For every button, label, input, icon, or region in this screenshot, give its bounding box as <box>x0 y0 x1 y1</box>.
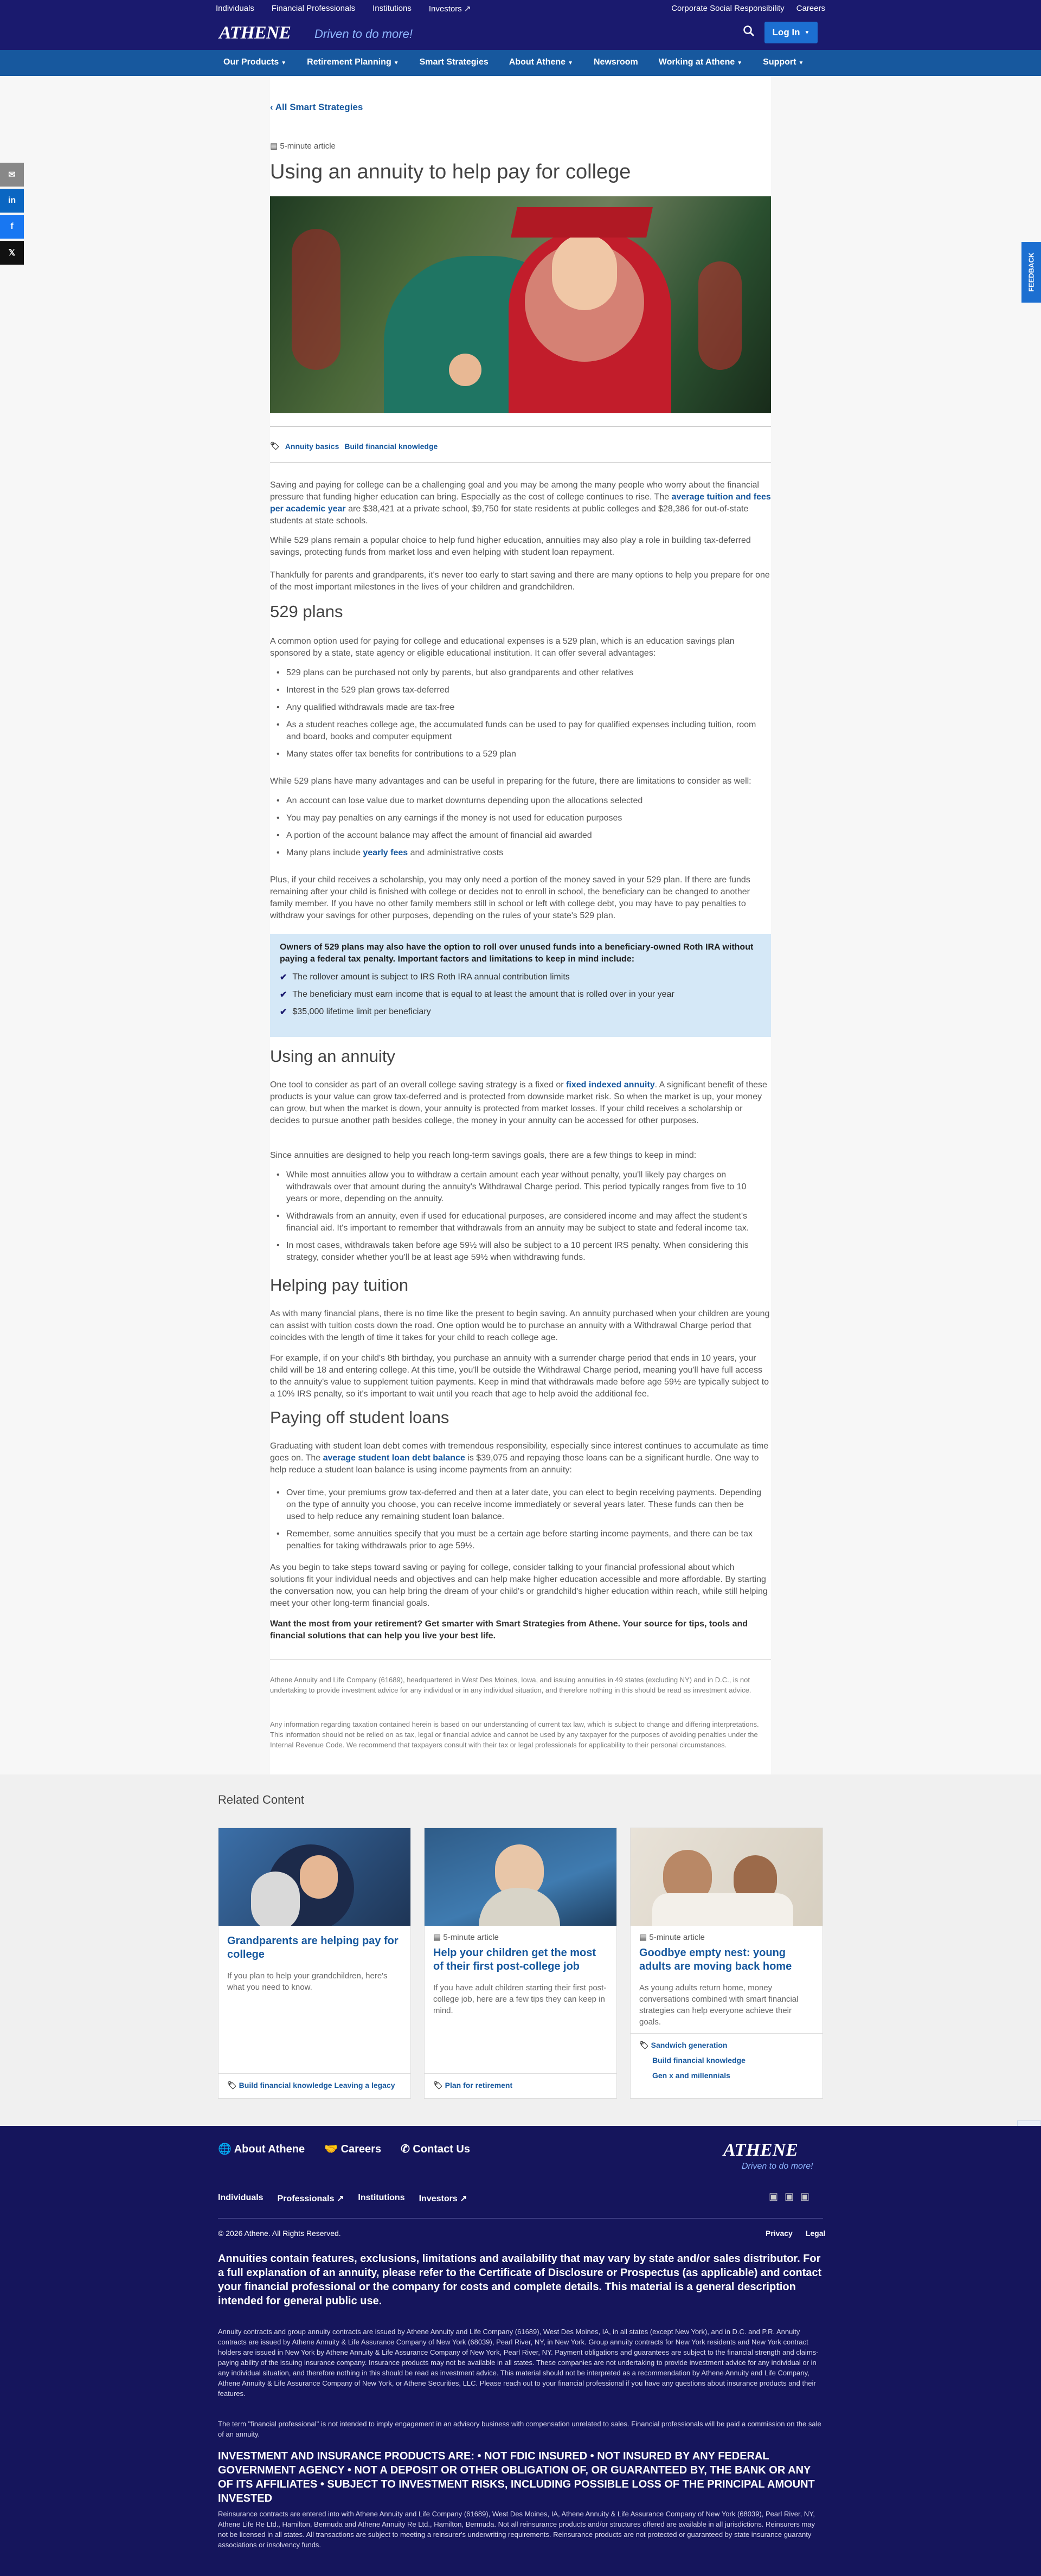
list-item: • While most annuities allow you to withdraw a certain amount each year without penalty, you'll likely pay charges on withdrawals over that amount during the annuity's Withdrawal Charge period. This period typically ranges from five to 10 years or more, depending on the annuity. <box>286 1169 763 1205</box>
list-item: • A portion of the account balance may affect the amount of financial aid awarded <box>286 830 763 842</box>
divider <box>270 426 771 427</box>
share-email-button[interactable] <box>0 163 24 187</box>
legal-link[interactable]: Legal <box>805 2229 826 2238</box>
fixed-indexed-annuity-link[interactable]: fixed indexed annuity <box>566 1080 655 1090</box>
paragraph: A common option used for paying for college and educational expenses is a 529 plan, which is an education savings plan sponsored by a state, state agency or eligible educational institution. It can offer several advantages: <box>270 637 735 658</box>
card-tag[interactable]: Gen x and millennials <box>652 2071 730 2080</box>
disclaimer: Athene Annuity and Life Company (61689), headquartered in West Des Moines, Iowa, and issuing annuities in 49 states (excluding NY) and in D.C., is not undertaking to provide investment advice for any individual or in any individual situation, and therefore nothing in this should be read as investment advice. <box>270 1676 751 1694</box>
linkedin-icon[interactable]: ▣ <box>785 2191 794 2202</box>
utility-link-investors[interactable]: Investors ↗ <box>428 4 471 14</box>
disclosure-warning: INVESTMENT AND INSURANCE PRODUCTS ARE: • NOT FDIC INSURED • NOT INSURED BY ANY FEDERAL GOVERNMENT AGENCY • NOT A DEPOSIT OR OTHER OBLIGATION OF, OR GUARANTEED BY, THE BANK OR ANY OF ITS AFFILIATES • SUBJECT TO INVESTMENT RISKS, INCLUDING POSSIBLE LOSS OF THE PRINCIPAL AMOUNT INVESTED <box>218 2450 815 2504</box>
list-item: • Interest in the 529 plan grows tax-deferred <box>286 684 763 696</box>
utility-link-individuals[interactable]: Individuals <box>216 4 254 17</box>
card-description: As young adults return home, money conversations combined with smart financial strategies can help everyone achieve their goals. <box>639 1983 799 2027</box>
intro-paragraph: Saving and paying for college can be a challenging goal and you may be among the many people who worry about the financial pressure that funding higher education can bring. Especially as the cost of college continues to rise. The average tuition and fees per academic year are $38,421 at a private school, $9,750 for state residents at public colleges and $28,386 for out-of-state students at state schools. <box>270 480 771 526</box>
footer-contact-link[interactable]: ✆ Contact Us <box>401 2143 470 2155</box>
tag-annuity-basics[interactable]: Annuity basics <box>285 441 339 451</box>
social-links <box>769 2191 809 2202</box>
utility-bar <box>0 0 1041 15</box>
utility-link-financial-professionals[interactable]: Financial Professionals <box>271 4 356 13</box>
paragraph: One tool to consider as part of an overall college saving strategy is a fixed or fixed indexed annuity. A significant benefit of these products is your value can grow tax-deferred and is protected from downside market risk. So when the market is up, your money can grow, but when the market is down, your annuity is protected from market losses. If your child receives a scholarship or decides to pursue another path besides college, the money in your annuity can be accessed for other purposes. <box>270 1080 767 1125</box>
article-icon: ▤ <box>270 142 278 151</box>
footer-institutions-link[interactable]: Institutions <box>358 2193 405 2202</box>
roth-ira-callout <box>270 934 771 1037</box>
callout-item: ✔ The beneficiary must earn income that is equal to at least the amount that is rolled over in your year <box>280 990 674 999</box>
card-description: If you plan to help your grandchildren, here's what you need to know. <box>227 1971 388 1992</box>
handshake-icon: 🤝 <box>324 2143 338 2155</box>
main-nav <box>0 50 1041 76</box>
footer-professionals-link[interactable]: Professionals ↗ <box>277 2194 344 2203</box>
student-loan-debt-link[interactable]: average student loan debt balance <box>323 1453 465 1463</box>
callout-item: ✔ The rollover amount is subject to IRS Roth IRA annual contribution limits <box>280 972 570 982</box>
youtube-icon[interactable]: ▣ <box>800 2191 810 2202</box>
chevron-down-icon: ▼ <box>281 60 287 66</box>
external-link-icon: ↗ <box>460 2194 467 2203</box>
chevron-left-icon: ‹ <box>270 102 273 112</box>
divider <box>270 1659 771 1660</box>
copyright: © 2026 Athene. All Rights Reserved. <box>218 2229 341 2238</box>
chevron-down-icon: ▼ <box>798 60 804 66</box>
card-image <box>219 1828 410 1926</box>
feedback-tab[interactable]: FEEDBACK <box>1021 242 1041 303</box>
paragraph: As you begin to take steps toward saving or paying for college, consider talking to your financial professional about which solutions fit your individual needs and objectives and can help make higher education accessible and more affordable. By starting the conversation now, you can help bring the dream of your child's or grandchild's higher education within reach, while still helping meet your other long-term financial goals. <box>270 1563 768 1608</box>
nav-smart-strategies[interactable]: Smart Strategies <box>419 57 489 67</box>
search-icon <box>743 25 755 37</box>
limitations-list <box>286 795 763 864</box>
card-tags[interactable]: 🏷 Build financial knowledge Leaving a legacy <box>227 2081 395 2090</box>
footer-careers-link[interactable]: 🤝 Careers <box>324 2143 382 2155</box>
footer-investors-link[interactable]: Investors ↗ <box>419 2194 467 2203</box>
list-item: • In most cases, withdrawals taken before age 59½ will also be subject to a 10 percent IRS penalty. When considering this strategy, consider whether you'll be at least age 59½ when withdrawing funds. <box>286 1240 763 1264</box>
checkmark-icon: ✔ <box>280 1008 287 1017</box>
list-item: • You may pay penalties on any earnings if the money is not used for education purposes <box>286 812 763 824</box>
share-facebook-button[interactable] <box>0 215 24 239</box>
email-icon: ✉ <box>8 170 16 180</box>
divider <box>218 2218 823 2219</box>
external-link-icon: ↗ <box>336 2194 344 2203</box>
related-content <box>0 1774 1041 2126</box>
read-time: ▤ 5-minute article <box>270 142 336 151</box>
utility-link-careers[interactable]: Careers <box>796 4 825 13</box>
paragraph: As with many financial plans, there is no time like the present to begin saving. An annuity purchased when your children are young can assist with tuition costs down the road. One option would be to purchase an annuity with a Withdrawal Charge period that coincides with the length of time it takes for your child to reach college age. <box>270 1309 770 1342</box>
list-item: • Remember, some annuities specify that you must be a certain age before starting income payments, and there can be tax penalties for taking withdrawals prior to age 59½. <box>286 1528 763 1552</box>
linkedin-icon: in <box>8 196 16 205</box>
share-linkedin-button[interactable] <box>0 189 24 213</box>
callout-item: ✔ $35,000 lifetime limit per beneficiary <box>280 1007 431 1017</box>
tag-icon: 🏷 <box>639 2041 649 2049</box>
checkmark-icon: ✔ <box>280 973 287 982</box>
footer-tagline: Driven to do more! <box>742 2162 813 2171</box>
external-link-icon: ↗ <box>464 4 471 14</box>
paragraph: For example, if on your child's 8th birthday, you purchase an annuity with a surrender charge period that ends in 10 years, your child will be 18 and entering college. At this time, you'll be outside the Withdrawal Charge period, meaning you'll have full access to the annuity's value to supplement tuition payments. Keep in mind that withdrawals made before age 59½ are typically subject to a 10% IRS penalty, so it's important to wait until you reach that age to help avoid the additional fee. <box>270 1354 769 1399</box>
nav-about-athene[interactable]: About Athene ▼ <box>509 57 573 67</box>
footer-audience-links <box>218 2193 467 2204</box>
nav-our-products[interactable]: Our Products ▼ <box>223 57 287 67</box>
card-title[interactable]: Goodbye empty nest: young adults are moving back home <box>639 1947 792 1972</box>
disclosure-text: The term "financial professional" is not intended to imply engagement in an advisory business with compensation unrelated to sales. Financial professionals will be paid a commission on the sale of an annuity. <box>218 2420 821 2438</box>
utility-link-csr[interactable]: Corporate Social Responsibility <box>671 4 785 13</box>
annuity-list <box>286 1169 763 1269</box>
article-icon: ▤ <box>433 1933 441 1942</box>
chevron-down-icon: ▼ <box>393 60 399 66</box>
site-header <box>0 15 1041 50</box>
section-heading-annuity: Using an annuity <box>270 1047 395 1066</box>
list-item: • An account can lose value due to market downturns depending upon the allocations selected <box>286 795 763 807</box>
tag-icon: 🏷 <box>270 441 280 450</box>
related-card[interactable] <box>630 1828 823 2099</box>
card-title[interactable]: Help your children get the most of their first post-college job <box>433 1947 596 1972</box>
list-item: • 529 plans can be purchased not only by parents, but also grandparents and other relatives <box>286 667 763 679</box>
tuition-link[interactable]: average tuition and fees per academic year <box>270 492 771 514</box>
chevron-down-icon: ▼ <box>568 60 573 66</box>
utility-link-institutions[interactable]: Institutions <box>372 4 412 13</box>
card-description: If you have adult children starting their first post-college job, here are a few tips they can keep in mind. <box>433 1983 607 2015</box>
legal-links <box>766 2229 825 2238</box>
nav-support[interactable]: Support ▼ <box>763 57 804 67</box>
callout-heading: Owners of 529 plans may also have the option to roll over unused funds into a beneficiary-owned Roth IRA without paying a federal tax penalty. Important factors and limitations to keep in mind include: <box>280 943 754 964</box>
page-title: Using an annuity to help pay for college <box>270 161 631 183</box>
yearly-fees-link[interactable]: yearly fees <box>363 848 408 857</box>
chevron-down-icon: ▼ <box>737 60 743 66</box>
footer-about-link[interactable]: 🌐 About Athene <box>218 2143 305 2155</box>
paragraph: Plus, if your child receives a scholarship, you may only need a portion of the money saved in your 529 plan. If there are funds remaining after your child is finished with college or decides not to enroll in school, the beneficiary can be changed to another family member. If you have no other family members still in school or left with college debt, you may have to pay penalties to withdraw your savings for other purposes, depending on the rules of your state's 529 plan. <box>270 875 750 920</box>
cta-paragraph: Want the most from your retirement? Get smarter with Smart Strategies from Athene. Your source for tips, tools and financial solutions that can help you live your best life. <box>270 1619 748 1641</box>
tag-icon: 🏷 <box>227 2081 237 2090</box>
disclaimer: Any information regarding taxation contained herein is based on our understanding of current tax law, which is subject to change and differing interpretations. This information should not be relied on as tax, legal or financial advice and cannot be used by any taxpayer for the purposes of avoiding penalties under the Internal Revenue Code. We recommend that taxpayers consult with their tax or legal professionals for applicability to their personal circumstances. <box>270 1720 759 1749</box>
paragraph: Graduating with student loan debt comes with tremendous responsibility, especially since interest continues to accumulate as time goes on. The average student loan debt balance is $39,075 and repaying those loans can be a significant hurdle. One way to help reduce a student loan balance is using income payments from an annuity: <box>270 1441 769 1475</box>
share-x-button[interactable] <box>0 241 24 265</box>
card-tag[interactable]: 🏷 Sandwich generation <box>639 2041 728 2049</box>
section-heading-529: 529 plans <box>270 602 343 621</box>
list-item: • As a student reaches college age, the accumulated funds can be used to pay for qualified expenses including tuition, room and board, books and computer equipment <box>286 719 763 743</box>
related-card[interactable] <box>218 1828 411 2099</box>
article-icon: ▤ <box>639 1933 647 1942</box>
paragraph: Since annuities are designed to help you reach long-term savings goals, there are a few things to keep in mind: <box>270 1151 697 1160</box>
list-item: • Many states offer tax benefits for contributions to a 529 plan <box>286 748 763 760</box>
list-item: • Over time, your premiums grow tax-deferred and then at a later date, you can elect to begin receiving payments. Depending on the type of annuity you choose, you can receive income immediately or several years later. These funds can then be used to help reduce any remaining student loan balance. <box>286 1487 763 1523</box>
card-tags[interactable]: 🏷 Plan for retirement <box>433 2081 513 2090</box>
card-title[interactable]: Grandparents are helping pay for college <box>227 1935 399 1960</box>
search-button[interactable] <box>743 25 757 39</box>
related-card[interactable] <box>424 1828 617 2099</box>
globe-icon: 🌐 <box>218 2143 232 2155</box>
disclosure-heading: Annuities contain features, exclusions, limitations and availability that may vary by state and/or sales distributor. For a full explanation of an annuity, please refer to the Certificate of Disclosure or Prospectus (as applicable) and contact your financial professional or the company for costs and complete details. This material is a general description intended for general public use. <box>218 2253 822 2307</box>
advantages-list <box>286 667 763 766</box>
divider <box>270 462 771 463</box>
section-heading-student-loans: Paying off student loans <box>270 1408 449 1427</box>
facebook-icon: f <box>10 222 14 231</box>
read-time: ▤ 5-minute article <box>639 1933 705 1942</box>
login-button[interactable]: Log In ▼ <box>764 22 818 43</box>
list-item: • Withdrawals from an annuity, even if used for educational purposes, are considered income and may affect the student's financial aid. It's important to remember that withdrawals from an annuity may be subject to state and federal income tax. <box>286 1210 763 1234</box>
footer-individuals-link[interactable]: Individuals <box>218 2193 264 2202</box>
chevron-down-icon: ▼ <box>804 29 810 36</box>
paragraph: While 529 plans have many advantages and can be useful in preparing for the future, there are limitations to consider as well: <box>270 777 751 786</box>
related-heading: Related Content <box>218 1793 304 1806</box>
privacy-link[interactable]: Privacy <box>766 2229 793 2238</box>
list-item: • Any qualified withdrawals made are tax-free <box>286 702 763 714</box>
x-icon: 𝕏 <box>8 248 16 258</box>
footer-primary-links <box>218 2142 470 2156</box>
tag-build-financial-knowledge[interactable]: Build financial knowledge <box>344 441 438 451</box>
article-tags <box>270 441 438 451</box>
footer-logo[interactable]: ATHENE <box>723 2140 798 2160</box>
facebook-icon[interactable]: ▣ <box>769 2191 779 2202</box>
brand-tagline: Driven to do more! <box>314 27 413 41</box>
tag-icon: 🏷 <box>433 2081 443 2090</box>
site-footer <box>0 2126 1041 2576</box>
card-image <box>631 1828 822 1926</box>
nav-retirement-planning[interactable]: Retirement Planning ▼ <box>307 57 399 67</box>
athene-logo[interactable]: ATHENE <box>219 23 291 43</box>
disclosure-text: Annuity contracts and group annuity contracts are issued by Athene Annuity and Life Company (61689), West Des Moines, IA, in all states (except New York), and in D.C. and P.R. Annuity contracts are issued by Athene Annuity & Life Assurance Company of New York (68039), Pearl River, NY, in New York. Group annuity contracts for New York residents and New York contract holders are issued in New York by Athene Annuity & Life Assurance Company of New York, Pearl River, NY. Payment obligations and guarantees are subject to the financial strength and claims-paying ability of the issuing insurance company. Insurance products may not be available in all states. These companies are not undertaking to provide investment advice for any individual or in any individual situation, and therefore nothing in this should be read as investment advice. This material should not be interpreted as a recommendation by Athene Annuity and Life Company, Athene Annuity & Life Assurance Company of New York, or Athene Securities, LLC. Please reach out to your financial professional if you have any questions about insurance products and their features. <box>218 2328 819 2398</box>
list-item: • Many plans include yearly fees and administrative costs <box>286 847 763 859</box>
back-link[interactable]: ‹ All Smart Strategies <box>270 102 363 112</box>
paragraph: Thankfully for parents and grandparents, it's never too early to start saving and there are many options to help you prepare for one of the most important milestones in the lives of your children and grandchildren. <box>270 571 770 592</box>
hero-image <box>270 196 771 413</box>
paragraph: While 529 plans remain a popular choice to help fund higher education, annuities may also play a role in building tax-deferred savings, protecting funds from market loss and even helping with student loan repayment. <box>270 536 751 557</box>
loans-list <box>286 1487 763 1558</box>
read-time: ▤ 5-minute article <box>433 1933 499 1942</box>
card-image <box>425 1828 616 1926</box>
nav-newsroom[interactable]: Newsroom <box>593 57 638 67</box>
card-tag[interactable]: Build financial knowledge <box>652 2056 746 2065</box>
checkmark-icon: ✔ <box>280 990 287 999</box>
nav-working-at-athene[interactable]: Working at Athene ▼ <box>658 57 743 67</box>
phone-icon: ✆ <box>401 2143 410 2155</box>
disclosure-text: Reinsurance contracts are entered into with Athene Annuity and Life Company (61689), West Des Moines, IA, Athene Annuity & Life Assurance Company of New York (68039), Pearl River, NY, Athene Life Re Ltd., Hamilton, Bermuda and Athene Annuity Re Ltd., Hamilton, Bermuda. Not all reinsurance products and/or structures offered are available in all jurisdictions. Reinsurers may not be licensed in all states. All transactions are subject to meeting a reinsurer's underwriting requirements. Reinsurance products are not protected or guaranteed by state insurance guaranty associations or insolvency funds. <box>218 2510 815 2549</box>
section-heading-tuition: Helping pay tuition <box>270 1276 409 1295</box>
